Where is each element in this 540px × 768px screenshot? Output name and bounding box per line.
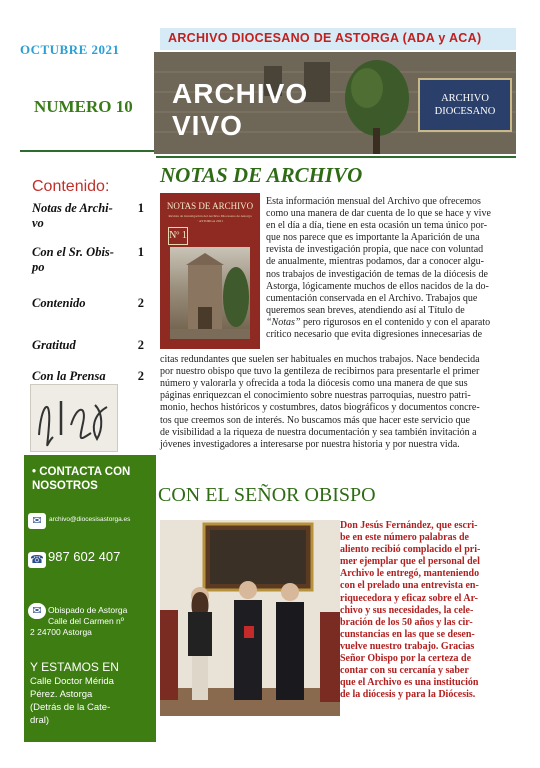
text-line: de la diócesis y para la Diócesis. [340,689,476,701]
location-line: dral) [30,715,50,726]
toc-item[interactable] [32,296,144,311]
text-line: queremos sean breves, atendiendo así al Título de [266,304,465,316]
text-line: citas redundantes que suelen ser habituales en muchos trabajos. Nace bendecida [160,354,480,366]
toc-item-page: 2 [137,338,144,352]
contact-heading: • CONTACTA CON NOSOTROS [32,466,131,492]
toc-item-page: 1 [137,245,144,259]
toc-title: Contenido: [32,178,110,195]
hero-image [154,52,516,154]
toc-item[interactable] [32,245,144,275]
left-divider [20,150,155,152]
address-line: Obispado de Astorga [48,605,128,615]
text-line: Don Jesús Fernández, que escri- [340,520,478,531]
article-text-full [160,342,516,451]
toc-item-page: 1 [137,201,144,215]
text-line: be en este número palabras de [340,532,469,544]
toc-item-page: 2 [137,369,144,383]
toc-item-label: Con la Prensa [32,369,106,383]
issue-number: NUMERO 10 [34,97,133,116]
location-line: Calle Doctor Mérida [30,676,114,687]
text-line: en el día a día, tiene en esta ocasión un tema único por- [266,220,488,232]
text-line: de visibilidad a la riqueza de nuestra documentación y sea también invitación a [160,426,477,438]
toc-item[interactable] [32,338,144,353]
text-line: de anualmente, mientras podamos, dar a conocer algu- [266,256,484,268]
toc-item[interactable] [32,369,144,384]
text-line: cumentación conservada en el Archivo. Trabajos que [266,292,478,304]
text-line: bración de los 50 años y las cir- [340,616,473,628]
text-line: riquecedora y eficaz sobre el Ar- [340,592,479,604]
section-title-notas: NOTAS DE ARCHIVO [160,163,363,187]
location-line: (Detrás de la Cate- [30,702,111,713]
magazine-title: NOTAS DE ARCHIVO [166,201,254,211]
plaque-text: ARCHIVO [441,93,489,104]
text-line: monio, hechos históricos y costumbres, datos biográficos y documentos concre- [160,402,480,414]
text-line: con el prelado una entrevista en- [340,580,479,592]
magazine-number: Nº 1 [168,227,188,245]
plaque-text: DIOCESANO [434,106,496,117]
archive-plaque [418,78,512,132]
article-text-right [266,196,516,341]
text-line: por nuestro obispo que tuvo la gentileza de recibirnos para presentarle el primer [160,366,480,378]
text-line: mer ejemplar que el personal del [340,556,480,568]
magazine-cover [160,193,260,349]
text-line: que el Archivo es una institución [340,677,479,689]
text-line: que nos parece que es importante la Aparición de una [266,232,480,244]
issue-month: OCTUBRE 2021 [20,42,120,57]
magazine-subtitle: Revista de investigación del Archivo Diocesano de Astorga · ASTORGA 2021 [168,214,252,223]
text-line: tos que creemos son de interés. No buscamos más que hacer este servicio que [160,414,470,426]
text-line: Señor Obispo por la certeza de [340,653,472,665]
text-line: Esta información mensual del Archivo que ofrecemos [266,196,481,207]
address-line: Calle del Carmen nº [48,616,124,626]
contact-email[interactable]: archivo@diocesisastorga.es [49,516,131,523]
banner-title: ARCHIVO DIOCESANO DE ASTORGA (ADA y ACA) [168,31,482,45]
bishop-article-text [340,520,500,701]
toc-item-label: Gratitud [32,338,76,352]
text-line: número y valorarla y ofrecida a toda la diócesis como una manera de que sus [160,378,468,390]
bishop-meeting-photo [160,520,340,716]
contact-phone[interactable]: 987 602 407 [48,549,121,564]
text-line: revista de investigación propia, que nace con voluntad [266,244,484,256]
location-line: Pérez. Astorga [30,689,93,700]
text-line: Astorga, lógicamente muchos de ellos nacidos de la do- [266,280,489,292]
text-line: crítico necesario que evita digresiones innecesarias de [266,329,483,341]
magazine-photo [170,247,250,339]
toc-item-label: Contenido [32,296,86,310]
email-icon: ✉ [28,513,46,529]
location-heading: Y ESTAMOS EN [30,660,119,674]
toc-item-label: Con el Sr. Obis- po [32,245,114,274]
text-line: contar con su cercanía y saber [340,665,469,677]
section-title-obispo: CON EL SEÑOR OBISPO [158,484,376,506]
header-divider [156,156,516,158]
masthead-title: VIVO [172,110,243,141]
mail-icon: ✉ [28,603,46,619]
phone-icon: ☎ [28,552,46,568]
masthead-title: ARCHIVO [172,78,309,109]
text-line: chivo y sus necesidades, la cele- [340,604,474,616]
text-line: aliento recibió complacido el pri- [340,544,481,556]
text-line: como una manera de dar cuenta de lo que se hace y vive [266,208,491,220]
tree-illustration [342,58,412,154]
contact-box [24,455,156,742]
text-line: cunstancias en las que se desen- [340,628,475,640]
address-line: 2 24700 Astorga [30,627,92,637]
toc-item[interactable] [32,201,144,231]
toc-item-page: 2 [137,296,144,310]
text-line: páginas enriquezcan el conocimiento sobre nuestras parroquias, nuestro patri- [160,390,471,402]
calligraphy-image [30,384,118,452]
text-line: Archivo le entregó, manteniendo [340,568,480,580]
toc-item-label: Notas de Archi- vo [32,201,113,230]
text-line: jóvenes investigadores a interesarse por nuestra historia y por nuestra vida. [160,438,460,450]
text-line: vuelve nuestro trabajo. Gracias [340,640,475,652]
text-line: nos trabajos de investigación de temas de la diócesis de [266,268,488,280]
text-line: “Notas” pero rigurosos en el contenido y con el aparato [266,316,491,328]
